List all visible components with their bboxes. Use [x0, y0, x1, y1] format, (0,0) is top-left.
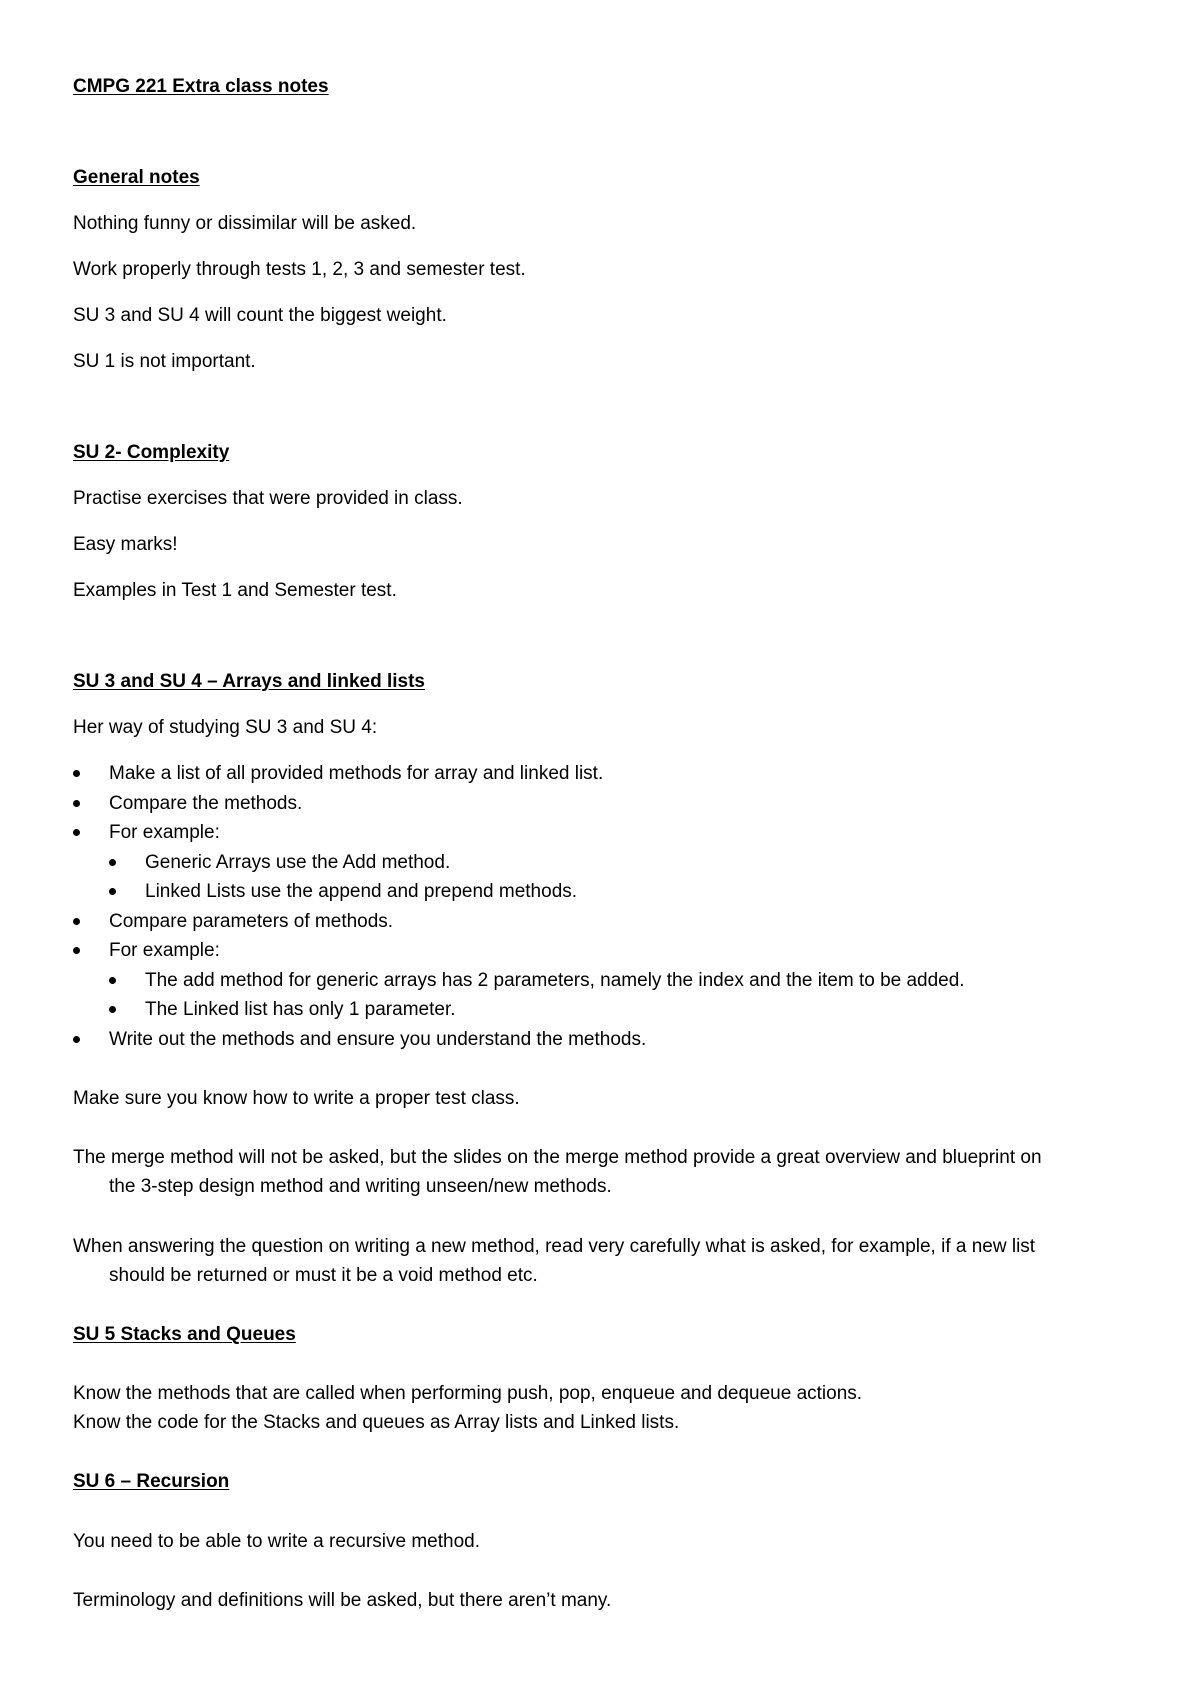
- general-line: SU 1 is not important.: [73, 351, 256, 372]
- list-item-text: Write out the methods and ensure you understand the methods.: [109, 1029, 647, 1050]
- list-item-text: Linked Lists use the append and prepend methods.: [145, 881, 578, 902]
- list-item-text: Make a list of all provided methods for array and linked list.: [109, 763, 604, 784]
- su2-line: Easy marks!: [73, 534, 178, 555]
- bullet-icon: [73, 800, 80, 807]
- su6-heading: SU 6 – Recursion: [73, 1471, 230, 1492]
- bullet-icon: [73, 770, 80, 777]
- general-line: Nothing funny or dissimilar will be asked.: [73, 213, 417, 234]
- bullet-icon: [73, 918, 80, 925]
- bullet-icon: [73, 947, 80, 954]
- merge-note-line1: The merge method will not be asked, but the slides on the merge method provide a great overview and blueprint on: [73, 1147, 1042, 1168]
- test-class-note: Make sure you know how to write a proper test class.: [73, 1088, 520, 1109]
- su2-line: Examples in Test 1 and Semester test.: [73, 580, 397, 601]
- list-item-text: Compare parameters of methods.: [109, 911, 394, 932]
- su2-heading: SU 2- Complexity: [73, 442, 230, 463]
- general-line: Work properly through tests 1, 2, 3 and semester test.: [73, 259, 526, 280]
- su5-heading: SU 5 Stacks and Queues: [73, 1324, 296, 1345]
- list-item-text: The add method for generic arrays has 2 parameters, namely the index and the item to be added.: [145, 970, 965, 991]
- bullet-icon: [109, 977, 116, 984]
- list-item-text: For example:: [109, 940, 220, 961]
- su5-line: Know the code for the Stacks and queues as Array lists and Linked lists.: [73, 1412, 680, 1433]
- su34-intro: Her way of studying SU 3 and SU 4:: [73, 717, 378, 738]
- merge-note-line2: the 3-step design method and writing unseen/new methods.: [109, 1176, 612, 1197]
- su34-heading: SU 3 and SU 4 – Arrays and linked lists: [73, 671, 425, 692]
- bullet-icon: [109, 859, 116, 866]
- su6-line: You need to be able to write a recursive method.: [73, 1531, 480, 1552]
- answer-note-line1: When answering the question on writing a new method, read very carefully what is asked, for example, if a new list: [73, 1236, 1036, 1257]
- general-line: SU 3 and SU 4 will count the biggest weight.: [73, 305, 447, 326]
- document-title: CMPG 221 Extra class notes: [73, 76, 329, 97]
- answer-note-line2: should be returned or must it be a void method etc.: [109, 1265, 538, 1286]
- list-item-text: Compare the methods.: [109, 793, 303, 814]
- list-item-text: For example:: [109, 822, 220, 843]
- su5-line: Know the methods that are called when performing push, pop, enqueue and dequeue actions.: [73, 1383, 863, 1404]
- list-item-text: Generic Arrays use the Add method.: [145, 852, 451, 873]
- list-item-text: The Linked list has only 1 parameter.: [145, 999, 456, 1020]
- su6-line: Terminology and definitions will be asked, but there aren’t many.: [73, 1590, 612, 1611]
- general-notes-heading: General notes: [73, 167, 200, 188]
- bullet-icon: [73, 1036, 80, 1043]
- bullet-icon: [109, 1006, 116, 1013]
- su2-line: Practise exercises that were provided in class.: [73, 488, 463, 509]
- bullet-icon: [73, 829, 80, 836]
- bullet-icon: [109, 888, 116, 895]
